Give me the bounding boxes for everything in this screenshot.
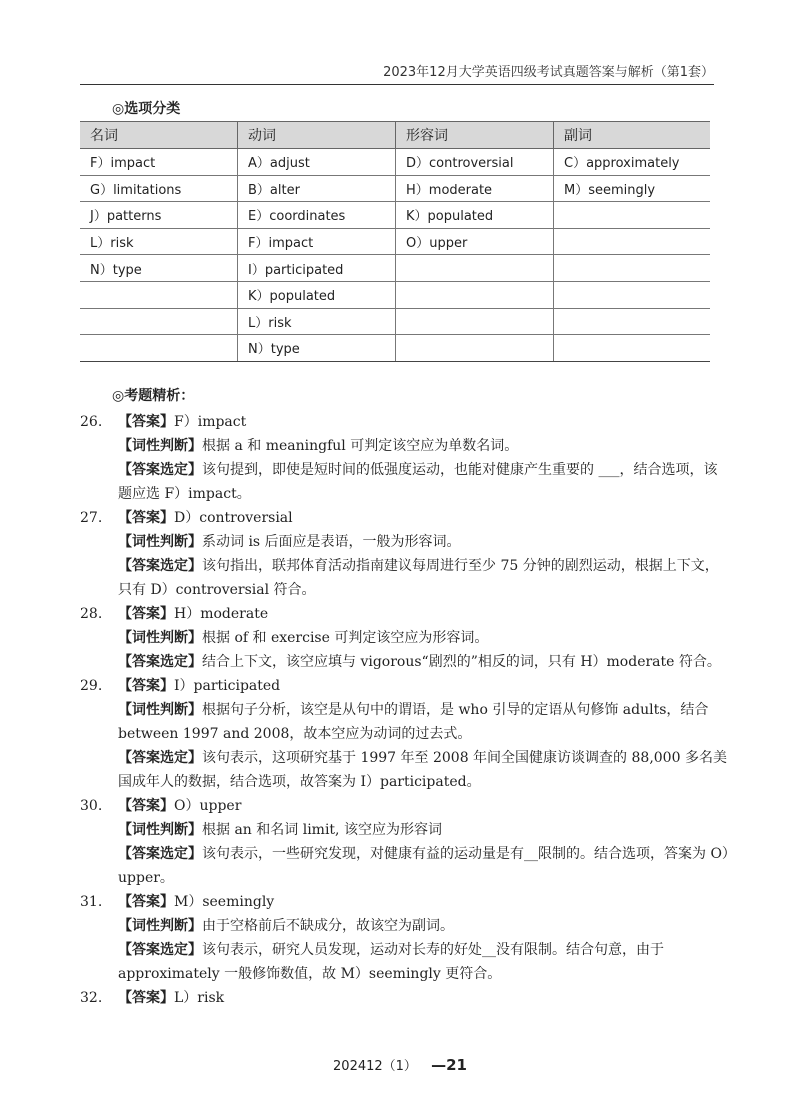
select-text: 该句表示，这项研究基于 1997 年至 2008 年间全国健康访谈调查的 88,000 多名美国成年人的数据，结合选项，故答案为 I）participated。 [118, 750, 727, 790]
table-cell [396, 335, 554, 362]
select-tag: 【答案选定】 [118, 654, 202, 670]
pos-text: 系动词 is 后面应是表语，一般为形容词。 [202, 534, 461, 550]
page-header [80, 64, 714, 85]
question-number: 27. [80, 510, 103, 526]
table-cell: O）upper [396, 228, 554, 255]
pos-line [80, 626, 730, 650]
answer-line [80, 986, 730, 1010]
select-text: 该句指出，联邦体育活动指南建议每周进行至少 75 分钟的剧烈运动，根据上下文，只有 D）controversial 符合。 [118, 558, 719, 598]
question-number: 28. [80, 606, 103, 622]
table-cell [80, 281, 238, 308]
table-cell [554, 202, 711, 229]
table-row [80, 149, 710, 176]
select-tag: 【答案选定】 [118, 558, 202, 574]
analysis-title: ◎考题精析： [112, 388, 195, 404]
header-adjective: 形容词 [396, 122, 554, 149]
question-number: 26. [80, 414, 103, 430]
pos-text: 根据 an 和名词 limit, 该空应为形容词 [202, 822, 442, 838]
classification-table [80, 121, 710, 362]
table-cell [554, 335, 711, 362]
answer-line [80, 506, 730, 530]
question-item [80, 890, 730, 986]
question-number: 32. [80, 990, 103, 1006]
table-cell: K）populated [238, 281, 396, 308]
table-cell [396, 281, 554, 308]
pos-tag: 【词性判断】 [118, 918, 202, 934]
pos-tag: 【词性判断】 [118, 438, 202, 454]
table-cell: F）impact [238, 228, 396, 255]
answer-tag: 【答案】 [118, 678, 174, 694]
select-line [80, 938, 730, 986]
question-item [80, 986, 730, 1010]
answer-text: L）risk [174, 990, 225, 1006]
question-item [80, 410, 730, 506]
table-cell: A）adjust [238, 149, 396, 176]
page-footer [0, 1055, 800, 1074]
table-cell: I）participated [238, 255, 396, 282]
table-cell: H）moderate [396, 175, 554, 202]
table-cell [80, 335, 238, 362]
classify-title: ◎选项分类 [112, 101, 181, 117]
select-line [80, 554, 730, 602]
select-tag: 【答案选定】 [118, 846, 202, 862]
table-cell: N）type [80, 255, 238, 282]
select-tag: 【答案选定】 [118, 942, 202, 958]
question-item [80, 674, 730, 794]
analysis-list [80, 410, 730, 1010]
table-row [80, 228, 710, 255]
question-item [80, 602, 730, 674]
table-cell [80, 308, 238, 335]
table-cell [396, 308, 554, 335]
table-row [80, 175, 710, 202]
header-title: 2023年12月大学英语四级考试真题答案与解析（第1套） [383, 65, 714, 80]
question-number: 30. [80, 798, 103, 814]
select-text: 该句提到，即使是短时间的低强度运动，也能对健康产生重要的 ___，结合选项，该题应选 F）impact。 [118, 462, 718, 502]
table-row [80, 308, 710, 335]
answer-line [80, 794, 730, 818]
table-cell: L）risk [238, 308, 396, 335]
select-text: 该句表示，一些研究发现，对健康有益的运动量是有__限制的。结合选项，答案为 O）upper。 [118, 846, 729, 886]
table-header-row [80, 122, 710, 149]
header-verb: 动词 [238, 122, 396, 149]
answer-text: H）moderate [174, 606, 269, 622]
table-cell: L）risk [80, 228, 238, 255]
pos-tag: 【词性判断】 [118, 534, 202, 550]
select-tag: 【答案选定】 [118, 462, 202, 478]
table-row [80, 335, 710, 362]
footer-code: 202412（1） [333, 1059, 417, 1074]
question-number: 29. [80, 678, 103, 694]
pos-text: 根据 of 和 exercise 可判定该空应为形容词。 [202, 630, 489, 646]
select-line [80, 458, 730, 506]
header-adverb: 副词 [554, 122, 711, 149]
answer-tag: 【答案】 [118, 990, 174, 1006]
table-cell: N）type [238, 335, 396, 362]
table-cell [396, 255, 554, 282]
answer-line [80, 890, 730, 914]
select-text: 结合上下文，该空应填与 vigorous“剧烈的”相反的词，只有 H）moderate 符合。 [202, 654, 721, 670]
question-number: 31. [80, 894, 103, 910]
pos-tag: 【词性判断】 [118, 630, 202, 646]
table-cell: B）alter [238, 175, 396, 202]
page-number: —21 [431, 1056, 467, 1074]
table-row [80, 281, 710, 308]
select-line [80, 842, 730, 890]
answer-tag: 【答案】 [118, 894, 174, 910]
answer-text: F）impact [174, 414, 247, 430]
answer-text: D）controversial [174, 510, 293, 526]
answer-text: M）seemingly [174, 894, 275, 910]
table-cell: F）impact [80, 149, 238, 176]
answer-tag: 【答案】 [118, 606, 174, 622]
pos-line [80, 434, 730, 458]
table-cell: K）populated [396, 202, 554, 229]
table-cell [554, 228, 711, 255]
table-row [80, 255, 710, 282]
answer-tag: 【答案】 [118, 414, 174, 430]
answer-line [80, 602, 730, 626]
select-tag: 【答案选定】 [118, 750, 202, 766]
table-body [80, 149, 710, 362]
answer-text: I）participated [174, 678, 281, 694]
table-cell: G）limitations [80, 175, 238, 202]
pos-text: 由于空格前后不缺成分，故该空为副词。 [202, 918, 454, 934]
table-cell [554, 281, 711, 308]
answer-text: O）upper [174, 798, 242, 814]
select-line [80, 746, 730, 794]
table-cell [554, 255, 711, 282]
pos-text: 根据 a 和 meaningful 可判定该空应为单数名词。 [202, 438, 519, 454]
table-cell [554, 308, 711, 335]
table-cell: E）coordinates [238, 202, 396, 229]
pos-line [80, 818, 730, 842]
question-item [80, 506, 730, 602]
pos-text: 根据句子分析，该空是从句中的谓语，是 who 引导的定语从句修饰 adults，结合 between 1997 and 2008，故本空应为动词的过去式。 [118, 702, 709, 742]
pos-tag: 【词性判断】 [118, 822, 202, 838]
question-item [80, 794, 730, 890]
table-cell: J）patterns [80, 202, 238, 229]
answer-line [80, 410, 730, 434]
answer-tag: 【答案】 [118, 798, 174, 814]
header-noun: 名词 [80, 122, 238, 149]
pos-line [80, 530, 730, 554]
answer-tag: 【答案】 [118, 510, 174, 526]
table-cell: M）seemingly [554, 175, 711, 202]
pos-line [80, 914, 730, 938]
table-row [80, 202, 710, 229]
pos-line [80, 698, 730, 746]
table-cell: D）controversial [396, 149, 554, 176]
pos-tag: 【词性判断】 [118, 702, 202, 718]
select-line [80, 650, 730, 674]
select-text: 该句表示，研究人员发现，运动对长寿的好处__没有限制。结合句意，由于 approximately 一般修饰数值，故 M）seemingly 更符合。 [118, 942, 664, 982]
table-cell: C）approximately [554, 149, 711, 176]
answer-line [80, 674, 730, 698]
